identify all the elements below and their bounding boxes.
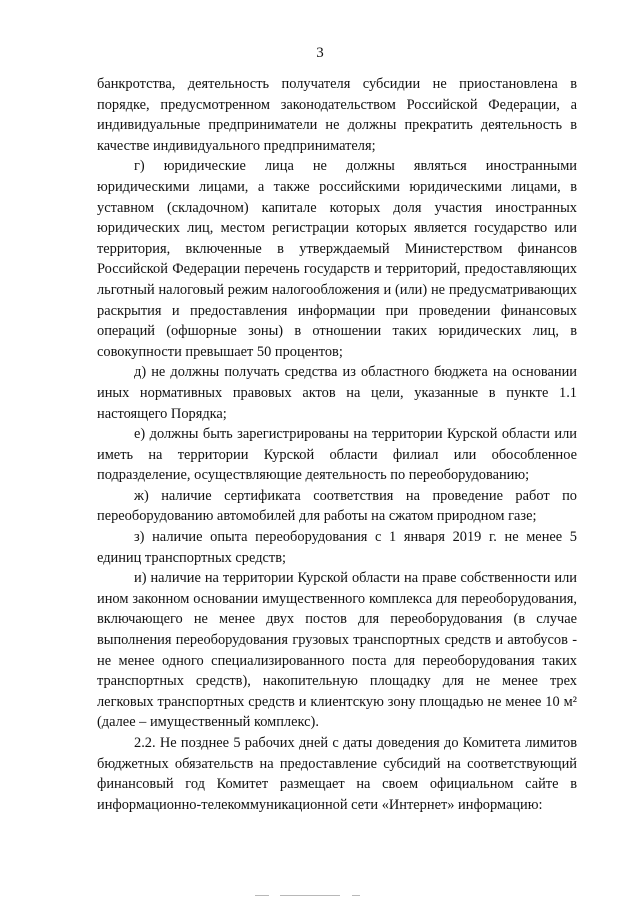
page-number: 3 bbox=[316, 45, 324, 61]
paragraph-item-d: д) не должны получать средства из областного бюджета на основании иных нормативных правовых актов на цели, указанные в пункте 1.1 настоящего Порядка; bbox=[97, 364, 577, 422]
paragraph-continuation: банкротства, деятельность получателя субсидии не приостановлена в порядке, предусмотренном законодательством Российской Федерации, а индивидуальные предприниматели не должны прекратить деятельность в качестве индивидуального предпринимателя; bbox=[97, 76, 577, 154]
scan-artifact-line bbox=[255, 895, 269, 896]
paragraph-item-e: е) должны быть зарегистрированы на территории Курской области или иметь на территории Курской области филиал или обособленное подразделение, осуществляющие деятельность по переоборудованию; bbox=[97, 426, 577, 484]
paragraph-item-zh: ж) наличие сертификата соответствия на проведение работ по переоборудованию автомобилей для работы на сжатом природном газе; bbox=[97, 487, 577, 525]
paragraph-clause-2-2: 2.2. Не позднее 5 рабочих дней с даты доведения до Комитета лимитов бюджетных обязательств на предоставление субсидий на соответствующий финансовый год Комитет размещает на своем официальном сайте в информационно-телекоммуникационной сети «Интернет» информацию: bbox=[97, 735, 577, 813]
scan-artifact-line bbox=[280, 895, 340, 896]
paragraph-item-g: г) юридические лица не должны являться иностранными юридическими лицами, а также российскими юридическими лицами, в уставном (складочном) капитале которых доля участия иностранных юридических лиц, местом регистрации которых является государство или территория, включенные в утверждаемый Министерством финансов Российской Федерации перечень государств и территорий, предоставляющих льготный налоговый режим налогообложения и (или) не предусматривающих раскрытия и предоставления информации при проведении финансовых операций (офшорные зоны) в отношении таких юридических лиц, в совокупности превышает 50 процентов; bbox=[97, 158, 577, 360]
paragraph-item-z: з) наличие опыта переоборудования с 1 января 2019 г. не менее 5 единиц транспортных средств; bbox=[97, 529, 577, 566]
document-body bbox=[97, 74, 577, 815]
scan-artifact-line bbox=[352, 895, 360, 896]
paragraph-item-i: и) наличие на территории Курской области на праве собственности или ином законном основании имущественного комплекса для переоборудования, включающего не менее двух постов для переоборудования (в случае выполнения переоборудования грузовых транспортных средств и автобусов - не менее одного специализированного поста для переоборудования таких транспортных средств), накопительную площадку для не менее трех легковых транспортных средств и клиентскую зону площадью не менее 10 м² (далее – имущественный комплекс). bbox=[97, 570, 577, 731]
